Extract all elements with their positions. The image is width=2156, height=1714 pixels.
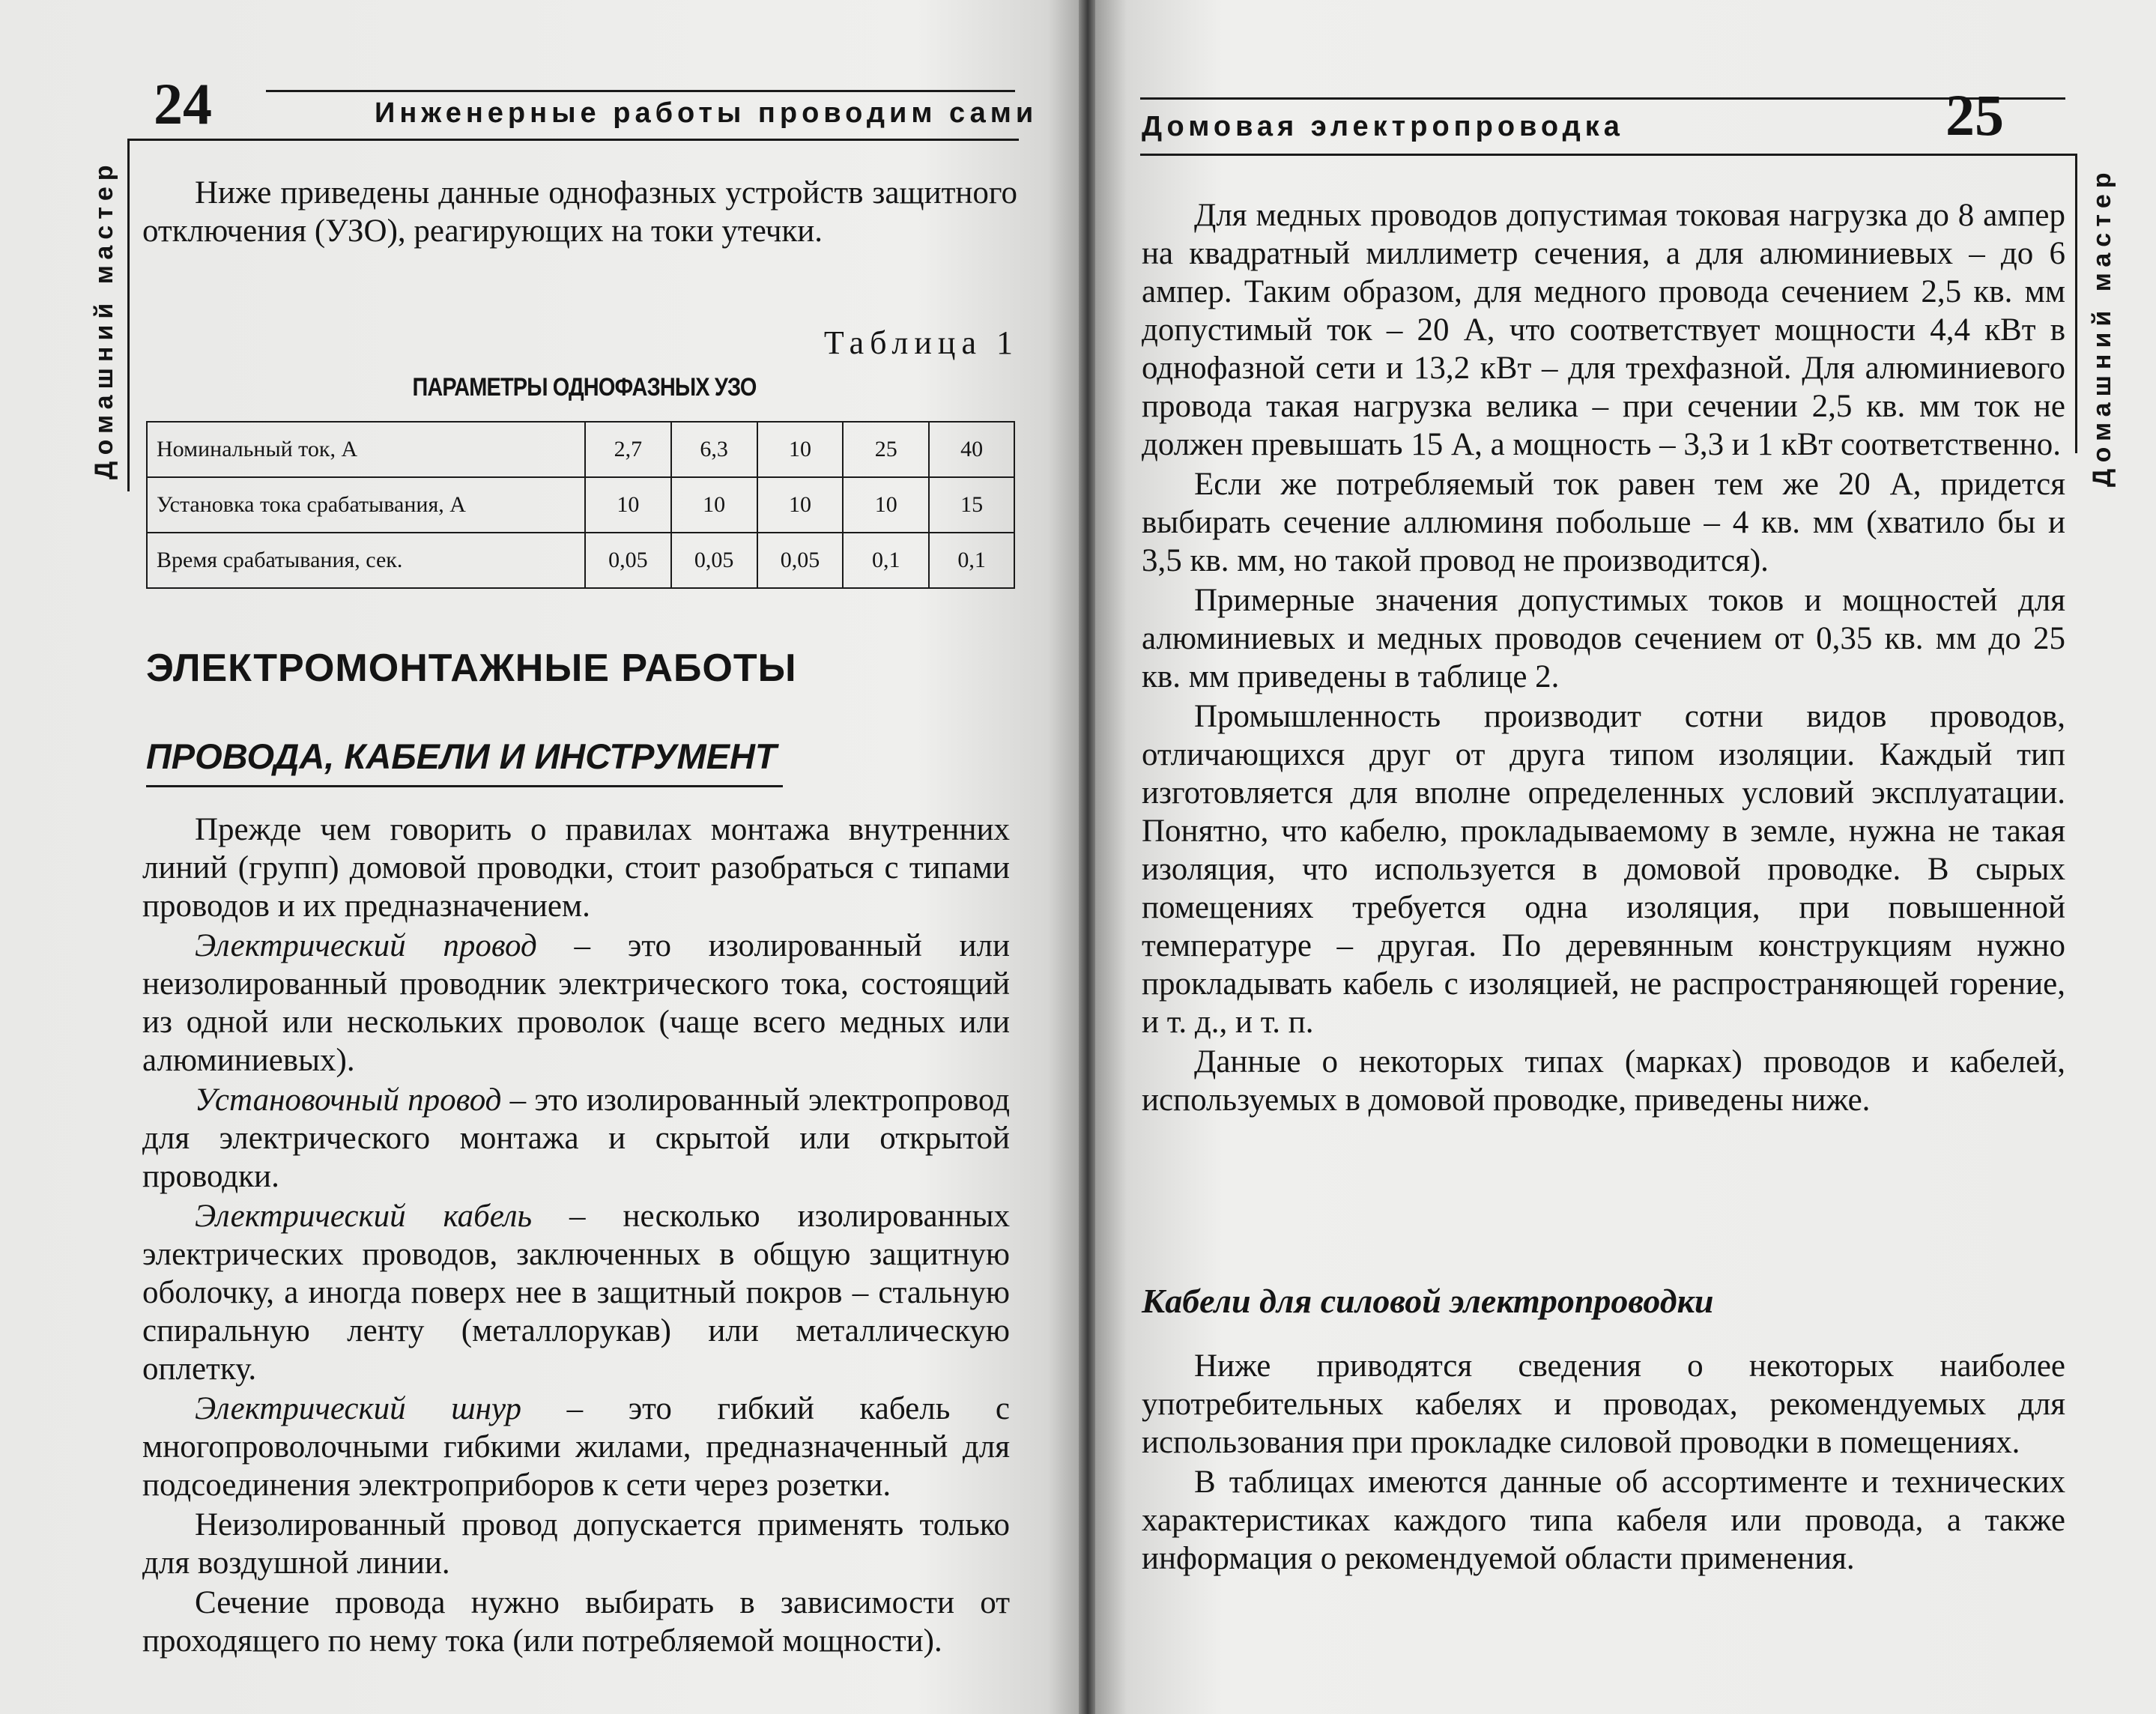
page-number: 24 — [154, 71, 212, 136]
table-row — [147, 477, 1014, 533]
cell: 0,1 — [929, 533, 1014, 588]
subsection-rule — [146, 785, 783, 787]
term: Установочный провод — [195, 1082, 502, 1118]
definition: – несколько изолированных электрических проводов, заключенных в общую защитную оболочку, а иногда поверх нее в защитный покров – стальную спиральную ленту (металлорукав) или металлическую оплетку. — [142, 1199, 1010, 1387]
header-rule — [1140, 154, 2077, 156]
cell: 0,05 — [671, 533, 757, 588]
cell: 15 — [929, 477, 1014, 533]
sub-heading: Кабели для силовой электропроводки — [1142, 1282, 1714, 1320]
cell: 0,05 — [585, 533, 671, 588]
definition: – это гибкий кабель с многопроволочными гибкими жилами, предназначенный для подсоединения электроприборов к сети через розетки. — [142, 1391, 1010, 1503]
body-text — [142, 811, 1010, 1660]
body-text — [1142, 196, 2065, 1119]
cell: 10 — [671, 477, 757, 533]
section-title: ЭЛЕКТРОМОНТАЖНЫЕ РАБОТЫ — [146, 646, 797, 690]
page-number: 25 — [1945, 82, 2004, 148]
side-label: Домашний мастер — [90, 159, 118, 479]
cell: 2,7 — [585, 422, 671, 477]
term: Электрический кабель — [195, 1199, 533, 1234]
cell: 10 — [843, 477, 929, 533]
side-rule — [127, 139, 130, 491]
book-spine — [1079, 0, 1097, 1714]
header-rule-top — [266, 90, 1015, 92]
right-page — [1095, 0, 2156, 1714]
paragraph: Примерные значения допустимых токов и мощностей для алюминиевых и медных проводов сечением от 0,35 кв. мм до 25 кв. мм приведены в таблице 2. — [1142, 583, 2065, 694]
paragraph: Ниже приводятся сведения о некоторых наиболее употребительных кабелях и проводах, рекомендуемых для использования при прокладке силовой проводки в помещениях. — [1142, 1348, 2065, 1460]
cell: 0,05 — [757, 533, 844, 588]
paragraph: Прежде чем говорить о правилах монтажа внутренних линий (групп) домовой проводки, стоит разобраться с типами проводов и их предназначением. — [142, 812, 1010, 924]
row-label: Время срабатывания, сек. — [147, 533, 585, 588]
header-rule-top — [1140, 97, 2065, 100]
cell: 6,3 — [671, 422, 757, 477]
cell: 0,1 — [843, 533, 929, 588]
definition: – это изолированный электропровод для электрического монтажа и скрытой или открытой проводки. — [142, 1082, 1010, 1194]
paragraph: Данные о некоторых типах (марках) проводов и кабелей, используемых в домовой проводке, приведены ниже. — [1142, 1044, 2065, 1118]
paragraph: Неизолированный провод допускается применять только для воздушной линии. — [142, 1507, 1010, 1581]
side-label: Домашний мастер — [2088, 166, 2116, 487]
table-row — [147, 533, 1014, 588]
subsection-title: ПРОВОДА, КАБЕЛИ И ИНСТРУМЕНТ — [146, 736, 777, 776]
cell: 10 — [757, 477, 844, 533]
row-label: Номинальный ток, А — [147, 422, 585, 477]
running-head: Инженерные работы проводим сами — [375, 97, 1038, 129]
side-rule — [2075, 154, 2077, 453]
cell: 10 — [757, 422, 844, 477]
running-head: Домовая электропроводка — [1142, 111, 1624, 142]
paragraph: Если же потребляемый ток равен тем же 20 А, придется выбирать сечение аллюминя побольше – 4 кв. мм (хватило бы и 3,5 кв. мм, но такой провод не производится). — [1142, 467, 2065, 578]
definition: – это изолированный или неизолированный проводник электрического тока, состоящий из одной или нескольких проволок (чаще всего медных или алюминиевых). — [142, 928, 1010, 1078]
intro-text: Ниже приведены данные однофазных устройств защитного отключения (УЗО), реагирующих на токи утечки. — [142, 175, 1017, 249]
term: Электрический провод — [195, 928, 537, 963]
cell: 10 — [585, 477, 671, 533]
table-title: ПАРАМЕТРЫ ОДНОФАЗНЫХ УЗО — [412, 373, 757, 402]
paragraph: В таблицах имеются данные об ассортименте и технических характеристиках каждого типа кабеля или провода, а также информация о рекомендуемой области применения. — [1142, 1465, 2065, 1576]
table-caption: Таблица 1 — [823, 324, 1019, 361]
header-rule — [127, 139, 1019, 141]
uzo-params-table — [146, 421, 1015, 589]
paragraph — [142, 1081, 1010, 1196]
paragraph — [142, 927, 1010, 1079]
cell: 40 — [929, 422, 1014, 477]
row-label: Установка тока срабатывания, А — [147, 477, 585, 533]
body-text-2 — [1142, 1347, 2065, 1578]
intro-paragraph — [142, 174, 1017, 250]
cell: 25 — [843, 422, 929, 477]
paragraph: Промышленность производит сотни видов проводов, отличающихся друг от друга типом изоляции. Каждый тип изготовляется для вполне определенных условий эксплуатации. Понятно, что кабелю, прокладываемому в земле, нужна не такая изоляция, что используется в домовой проводке. В сырых помещениях требуется одна изоляция, при повышенной температуре – другая. По деревянным конструкциям нужно прокладывать кабель с изоляцией, не распространяющей горение, и т. д., и т. п. — [1142, 699, 2065, 1040]
term: Электрический шнур — [195, 1391, 522, 1426]
paragraph — [142, 1390, 1010, 1504]
table-row — [147, 422, 1014, 477]
paragraph — [142, 1197, 1010, 1388]
paragraph: Сечение провода нужно выбирать в зависимости от проходящего по нему тока (или потребляемой мощности). — [142, 1585, 1010, 1659]
paragraph: Для медных проводов допустимая токовая нагрузка до 8 ампер на квадратный миллиметр сечения, а для алюминиевых – до 6 ампер. Таким образом, для медного провода сечением 2,5 кв. мм допустимый ток – 20 А, что соответствует мощности 4,4 кВт в однофазной сети и 13,2 кВт – для трехфазной. Для алюминиевого провода такая нагрузка велика – при сечении 2,5 кв. мм ток не должен превышать 15 А, а мощность – 3,3 и 1 кВт соответственно. — [1142, 198, 2065, 462]
